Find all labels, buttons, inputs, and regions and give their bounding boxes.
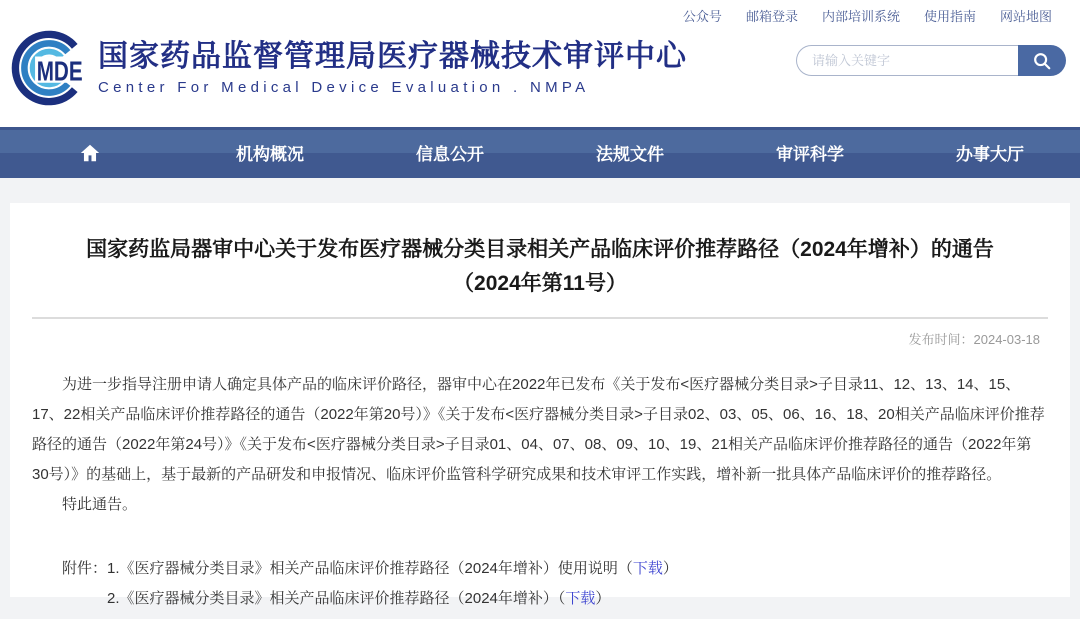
nav-review-science[interactable]: 审评科学 (776, 145, 844, 164)
article-title-line2: （2024年第11号） (453, 272, 627, 295)
link-mail-login[interactable]: 邮箱登录 (745, 9, 798, 24)
home-icon (79, 142, 101, 164)
nav-regulations[interactable]: 法规文件 (596, 145, 664, 164)
site-header (0, 0, 1080, 127)
publish-time: 发布时间：2024-03-18 (908, 332, 1040, 347)
attachment-2-text-suffix: ） (595, 590, 611, 607)
nav-about[interactable]: 机构概况 (236, 145, 304, 164)
svg-text:MDE: MDE (36, 55, 83, 87)
brand-text (98, 40, 687, 97)
link-sitemap[interactable]: 网站地图 (999, 9, 1052, 24)
site-search (796, 45, 1066, 76)
attachments-label: 附件： (62, 560, 108, 577)
link-user-guide[interactable]: 使用指南 (923, 9, 976, 24)
nav-info-disclosure[interactable]: 信息公开 (416, 145, 484, 164)
attachment-2-text: 2.《医疗器械分类目录》相关产品临床评价推荐路径（2024年增补）（ (107, 590, 566, 607)
attachment-item (32, 554, 1048, 584)
utility-links (683, 6, 1052, 25)
search-input[interactable] (796, 45, 1018, 76)
search-icon (1032, 51, 1052, 71)
attachments-section (32, 554, 1048, 614)
attachment-1-download-link[interactable]: 下载 (632, 560, 663, 577)
link-wechat[interactable]: 公众号 (682, 9, 722, 24)
cmde-logo-icon (8, 27, 90, 109)
search-button[interactable] (1018, 45, 1066, 76)
site-brand (8, 27, 687, 109)
article-title-line1: 国家药监局器审中心关于发布医疗器械分类目录相关产品临床评价推荐路径（2024年增补）的通告 (86, 238, 994, 261)
attachment-1-text-suffix: ） (662, 560, 678, 577)
article-title (52, 233, 1028, 301)
site-title-english: Center For Medical Device Evaluation . NMPA (98, 79, 590, 97)
main-nav (0, 127, 1080, 178)
attachment-2-download-link[interactable]: 下载 (565, 590, 596, 607)
nav-home[interactable] (0, 127, 180, 178)
article-body (32, 370, 1048, 614)
article-paragraph: 特此通告。 (62, 496, 138, 513)
attachment-item (32, 584, 1048, 614)
article-paragraph: 为进一步指导注册申请人确定具体产品的临床评价路径，器审中心在2022年已发布《关于发布<医疗器械分类目录>子目录11、12、13、14、15、17、22相关产品临床评价推荐路径的通告（2022年第20号）》《关于发布<医疗器械分类目录>子目录02、03、05、06、16、18、20相关产品临床评价推荐路径的通告（2022年第24号）》《关于发布<医疗器械分类目录>子目录01、04、07、08、09、10、19、21相关产品临床评价推荐路径的通告（2022年第30号）》的基础上，基于最新的产品研发和申报情况、临床评价监管科学研究成果和技术审评工作实践，增补新一批具体产品临床评价的推荐路径。 (32, 376, 1045, 483)
nav-service-hall[interactable]: 办事大厅 (956, 145, 1024, 164)
site-title-chinese: 国家药品监督管理局医疗器械技术审评中心 (98, 39, 687, 73)
link-internal-training[interactable]: 内部培训系统 (821, 9, 900, 24)
article-card (10, 203, 1070, 607)
attachment-1-text: 1.《医疗器械分类目录》相关产品临床评价推荐路径（2024年增补）使用说明（ (107, 560, 633, 577)
